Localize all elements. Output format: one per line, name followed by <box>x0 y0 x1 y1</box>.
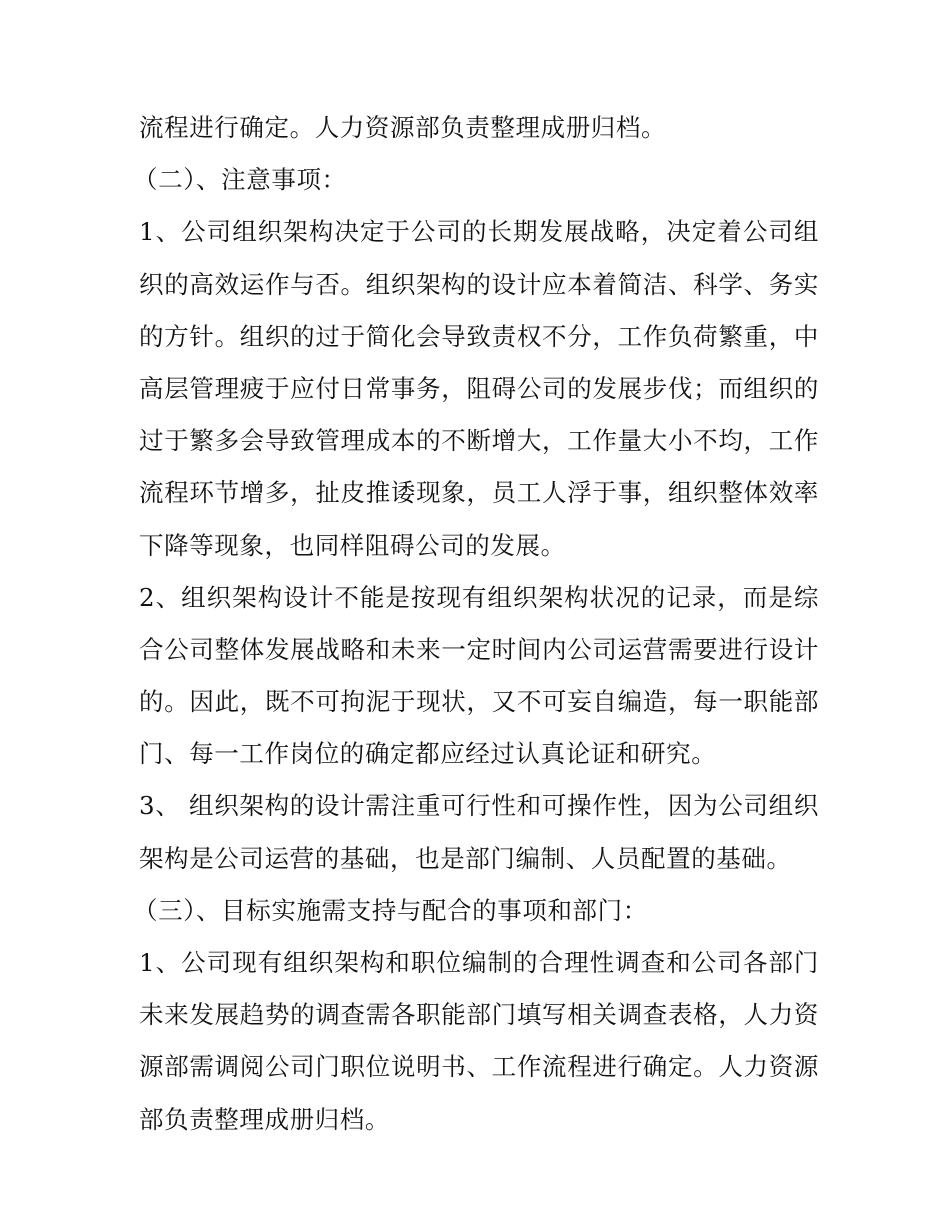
text-line: 3、 组织架构的设计需注重可行性和可操作性，因为公司组织 <box>139 791 819 821</box>
text-line: 流程进行确定。人力资源部负责整理成册归档。 <box>139 113 667 142</box>
text-line: 1、公司组织架构决定于公司的长期发展战略，决定着公司组 <box>139 217 819 247</box>
text-line: 过于繁多会导致管理成本的不断增大，工作量大小不均，工作 <box>139 426 819 456</box>
section-heading: （三）、目标实施需支持与配合的事项和部门： <box>133 895 648 925</box>
text-line: 流程环节增多，扯皮推诿现象，员工人浮于事，组织整体效率 <box>139 478 819 508</box>
text-line: 部负责整理成册归档。 <box>139 1104 390 1134</box>
text-line: 合公司整体发展战略和未来一定时间内公司运营需要进行设计 <box>139 634 819 664</box>
text-line: 的。因此，既不可拘泥于现状，又不可妄自编造，每一职能部 <box>139 687 819 717</box>
text-line: 高层管理疲于应付日常事务，阻碍公司的发展步伐；而组织的 <box>139 373 819 403</box>
text-line: 源部需调阅公司门职位说明书、工作流程进行确定。人力资源 <box>139 1052 819 1082</box>
text-line: 1、公司现有组织架构和职位编制的合理性调查和公司各部门 <box>139 948 819 977</box>
text-line: 2、组织架构设计不能是按现有组织架构状况的记录，而是综 <box>139 582 819 612</box>
section-heading: （二）、注意事项： <box>133 165 347 195</box>
text-line: 未来发展趋势的调查需各职能部门填写相关调查表格，人力资 <box>139 1000 819 1030</box>
text-line: 的方针。组织的过于简化会导致责权不分，工作负荷繁重，中 <box>139 321 819 351</box>
text-line: 架构是公司运营的基础，也是部门编制、人员配置的基础。 <box>139 843 792 873</box>
document-body <box>133 102 819 1146</box>
text-line: 门、每一工作岗位的确定都应经过认真论证和研究。 <box>139 739 717 769</box>
text-line: 织的高效运作与否。组织架构的设计应本着简洁、科学、务实 <box>139 269 819 299</box>
text-line: 下降等现象，也同样阻碍公司的发展。 <box>139 530 566 560</box>
